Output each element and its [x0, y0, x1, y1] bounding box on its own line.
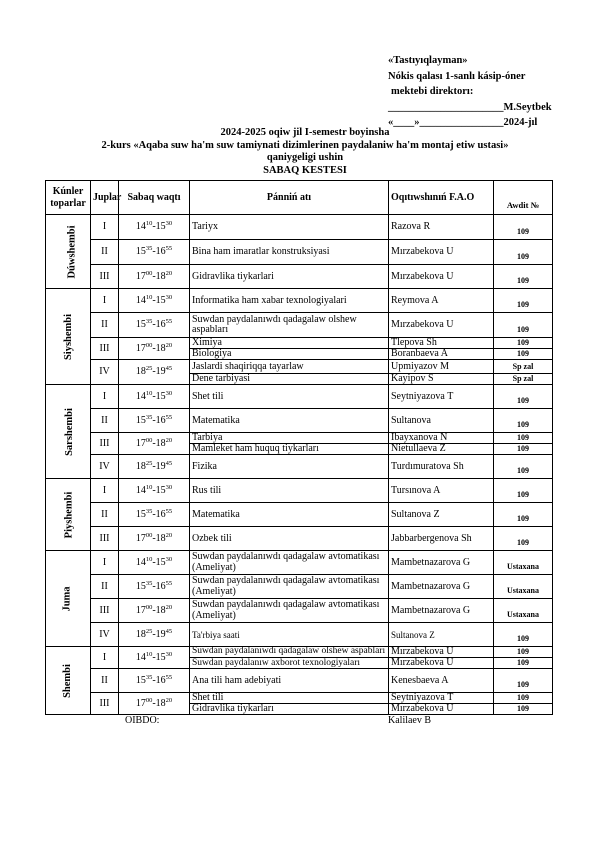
subject-cell: Biologiya: [190, 349, 389, 360]
header-time: Sabaq waqtı: [119, 181, 190, 215]
subject-cell: Ta'rbiya saati: [190, 623, 389, 647]
teacher-cell: Mırzabekova U: [389, 647, 494, 658]
teacher-cell: Mırzabekova U: [389, 240, 494, 265]
subject-cell: Suwdan paydalanıw axborot texnologiyaları: [190, 658, 389, 669]
table-row: [46, 240, 553, 265]
pair-cell: II: [91, 575, 119, 599]
header-room: Awdit №: [494, 181, 553, 215]
table-row: [46, 409, 553, 433]
teacher-cell: Nietullaeva Z: [389, 444, 494, 455]
time-cell: $15^{35}-16^{55}$: [119, 240, 190, 265]
time-cell: $18^{25}-19^{45}$: [119, 360, 190, 385]
pair-cell: III: [91, 338, 119, 360]
time-cell: $17^{00}-18^{20}$: [119, 527, 190, 551]
pair-cell: I: [91, 647, 119, 669]
pair-cell: I: [91, 479, 119, 503]
room-cell: Ustaxana: [494, 551, 553, 575]
subject-cell: Jaslardi shaqiriqqa tayarlaw: [190, 360, 389, 374]
approval-block: [388, 53, 552, 131]
pair-cell: II: [91, 313, 119, 338]
room-cell: 109: [494, 527, 553, 551]
header-subject: Pánniń atı: [190, 181, 389, 215]
subject-cell: [190, 647, 389, 658]
pair-cell: I: [91, 289, 119, 313]
table-row: [46, 693, 553, 704]
approval-line-3: mektebi direktorı:: [391, 86, 474, 97]
subject-cell: Suwdan paydalanıwdı qadagalaw avtomatikası (Ameliyat): [190, 551, 389, 575]
day-cell: [46, 551, 91, 647]
subject-text: Suwdan paydalanıwdı qadagalaw olshew aspabları: [192, 646, 386, 656]
room-cell: Ustaxana: [494, 575, 553, 599]
pair-cell: II: [91, 503, 119, 527]
subject-cell: Dene tarbiyasi: [190, 374, 389, 385]
teacher-cell: Reymova A: [389, 289, 494, 313]
time-cell: $14^{10}-15^{30}$: [119, 215, 190, 240]
table-row: [46, 479, 553, 503]
teacher-cell: Razova R: [389, 215, 494, 240]
time-cell: $17^{00}-18^{20}$: [119, 338, 190, 360]
subject-cell: Matematika: [190, 503, 389, 527]
time-cell: $14^{10}-15^{30}$: [119, 647, 190, 669]
header-teacher: Oqıtıwshınıń F.A.O: [389, 181, 494, 215]
time-cell: $14^{10}-15^{30}$: [119, 479, 190, 503]
subject-cell: Suwdan paydalanıwdı qadagalaw avtomatikası (Ameliyat): [190, 599, 389, 623]
teacher-cell: Tlepova Sh: [389, 338, 494, 349]
subject-cell: Ximiya: [190, 338, 389, 349]
room-cell: 109: [494, 313, 553, 338]
day-name: Sarshembi: [63, 407, 75, 456]
table-row: [46, 265, 553, 289]
room-cell: 109: [494, 349, 553, 360]
time-cell: $15^{35}-16^{55}$: [119, 669, 190, 693]
table-row: [46, 503, 553, 527]
time-cell: $15^{35}-16^{55}$: [119, 313, 190, 338]
table-row: [46, 313, 553, 338]
time-cell: $15^{35}-16^{55}$: [119, 409, 190, 433]
time-cell: $17^{00}-18^{20}$: [119, 433, 190, 455]
table-row: [46, 289, 553, 313]
table-header-row: [46, 181, 553, 215]
teacher-cell: Mırzabekova U: [389, 658, 494, 669]
room-cell: 109: [494, 433, 553, 444]
time-cell: $14^{10}-15^{30}$: [119, 289, 190, 313]
room-cell: 109: [494, 240, 553, 265]
pair-cell: I: [91, 215, 119, 240]
teacher-cell: Sultanova Z: [389, 503, 494, 527]
subject-cell: Suwdan paydalanıwdı qadagalaw olshew aspabları: [190, 313, 389, 338]
subject-cell: Tariyx: [190, 215, 389, 240]
header-day: Kúnler toparlar: [46, 181, 91, 215]
day-cell: [46, 385, 91, 479]
subject-cell: Ozbek tili: [190, 527, 389, 551]
subject-cell: Shet tili: [190, 693, 389, 704]
room-cell: 109: [494, 455, 553, 479]
teacher-cell: Mambetnazarova G: [389, 551, 494, 575]
teacher-cell: Mambetnazarova G: [389, 599, 494, 623]
teacher-cell: Mırzabekova U: [389, 265, 494, 289]
teacher-cell: Ibayxanova N: [389, 433, 494, 444]
table-row: [46, 575, 553, 599]
time-cell: $14^{10}-15^{30}$: [119, 551, 190, 575]
teacher-cell: Kenesbaeva A: [389, 669, 494, 693]
header-pair: Juplar: [91, 181, 119, 215]
room-cell: 109: [494, 479, 553, 503]
room-cell: 109: [494, 338, 553, 349]
teacher-cell: Sultanova Z: [389, 623, 494, 647]
room-cell: Ustaxana: [494, 599, 553, 623]
pair-cell: III: [91, 693, 119, 715]
day-name: Dúwshembi: [66, 224, 78, 279]
table-row: [46, 455, 553, 479]
subject-cell: Informatika ham xabar texnologiyalari: [190, 289, 389, 313]
time-cell: $17^{00}-18^{20}$: [119, 693, 190, 715]
pair-cell: III: [91, 265, 119, 289]
subject-cell: Mamleket ham huquq tiykarları: [190, 444, 389, 455]
pair-cell: IV: [91, 360, 119, 385]
table-row: [46, 623, 553, 647]
subject-cell: Matematika: [190, 409, 389, 433]
teacher-cell: Mırzabekova U: [389, 313, 494, 338]
time-cell: $17^{00}-18^{20}$: [119, 265, 190, 289]
room-cell: 109: [494, 385, 553, 409]
footer-right-name: Kalilaev B: [388, 715, 432, 726]
subject-cell: Fizika: [190, 455, 389, 479]
table-row: [46, 647, 553, 658]
room-cell: 109: [494, 623, 553, 647]
pair-cell: II: [91, 240, 119, 265]
time-cell: $18^{25}-19^{45}$: [119, 455, 190, 479]
time-cell: $17^{00}-18^{20}$: [119, 599, 190, 623]
room-cell: 109: [494, 704, 553, 715]
table-row: [46, 527, 553, 551]
table-row: [46, 669, 553, 693]
table-row: [46, 215, 553, 240]
room-cell: Sp zal: [494, 360, 553, 374]
teacher-cell: Upmiyazov M: [389, 360, 494, 374]
table-row: [46, 360, 553, 374]
day-cell: [46, 479, 91, 551]
pair-cell: III: [91, 599, 119, 623]
day-cell: [46, 289, 91, 385]
teacher-cell: Boranbaeva A: [389, 349, 494, 360]
title-line-1: 2024-2025 oqiw jil I-semestr boyinsha: [220, 127, 390, 138]
pair-cell: II: [91, 409, 119, 433]
subject-cell: Suwdan paydalanıwdı qadagalaw avtomatikası (Ameliyat): [190, 575, 389, 599]
footer-left-label: OIBDO:: [125, 715, 160, 726]
title-line-2: 2-kurs «Aqaba suw ha'm suw tamiynati dizimlerinen paydalaniw ha'm montaj etiw ustasi»: [101, 139, 509, 151]
subject-cell: Bina ham imaratlar konstruksiyasi: [190, 240, 389, 265]
room-cell: 109: [494, 289, 553, 313]
teacher-cell: Mırzabekova U: [389, 704, 494, 715]
time-cell: $18^{25}-19^{45}$: [119, 623, 190, 647]
room-cell: 109: [494, 647, 553, 658]
room-cell: 109: [494, 444, 553, 455]
pair-cell: I: [91, 385, 119, 409]
approval-line-2: Nókis qalası 1-sanlı kásip-óner: [388, 70, 526, 82]
pair-cell: IV: [91, 455, 119, 479]
day-name: Piyshembi: [63, 491, 75, 538]
room-cell: Sp zal: [494, 374, 553, 385]
room-cell: 109: [494, 503, 553, 527]
day-name: Juma: [62, 585, 73, 612]
teacher-cell: Sultanova: [389, 409, 494, 433]
room-cell: 109: [494, 658, 553, 669]
teacher-cell: Seytniyazova T: [389, 693, 494, 704]
time-cell: $14^{10}-15^{30}$: [119, 385, 190, 409]
pair-cell: III: [91, 527, 119, 551]
pair-cell: III: [91, 433, 119, 455]
subject-cell: Ana tili ham adebiyati: [190, 669, 389, 693]
teacher-cell: Tursınova A: [389, 479, 494, 503]
room-cell: 109: [494, 693, 553, 704]
subject-cell: Rus tili: [190, 479, 389, 503]
time-cell: $15^{35}-16^{55}$: [119, 575, 190, 599]
teacher-cell: Mambetnazarova G: [389, 575, 494, 599]
pair-cell: II: [91, 669, 119, 693]
table-row: [46, 338, 553, 349]
approval-date-line: «____»________________2024-jıl: [388, 117, 538, 128]
teacher-cell: Kayipov S: [389, 374, 494, 385]
room-cell: 109: [494, 265, 553, 289]
document-title: [45, 127, 565, 177]
table-row: [46, 599, 553, 623]
day-cell: [46, 647, 91, 715]
subject-cell: Shet tili: [190, 385, 389, 409]
approval-signature-line: ______________________M.Seytbek: [388, 101, 552, 113]
pair-cell: IV: [91, 623, 119, 647]
room-cell: 109: [494, 669, 553, 693]
table-row: [46, 385, 553, 409]
title-line-3: qaniygeligi ushin: [266, 152, 344, 163]
teacher-cell: Seytniyazova T: [389, 385, 494, 409]
subject-cell: Gidravlika tiykarları: [190, 704, 389, 715]
time-cell: $15^{35}-16^{55}$: [119, 503, 190, 527]
table-row: [46, 433, 553, 444]
subject-cell: Tarbiya: [190, 433, 389, 444]
subject-cell: Gidravlika tiykarlari: [190, 265, 389, 289]
teacher-cell: Jabbarbergenova Sh: [389, 527, 494, 551]
approval-line-1: «Tastıyıqlayman»: [388, 55, 468, 66]
title-line-4: SABAQ KESTESI: [263, 164, 347, 176]
teacher-cell: Turdımuratova Sh: [389, 455, 494, 479]
day-cell: [46, 215, 91, 289]
day-name: Siyshembi: [63, 313, 75, 360]
table-row: [46, 551, 553, 575]
room-cell: 109: [494, 215, 553, 240]
schedule-table: [45, 180, 553, 715]
day-name: Shembi: [62, 663, 73, 698]
pair-cell: I: [91, 551, 119, 575]
room-cell: 109: [494, 409, 553, 433]
